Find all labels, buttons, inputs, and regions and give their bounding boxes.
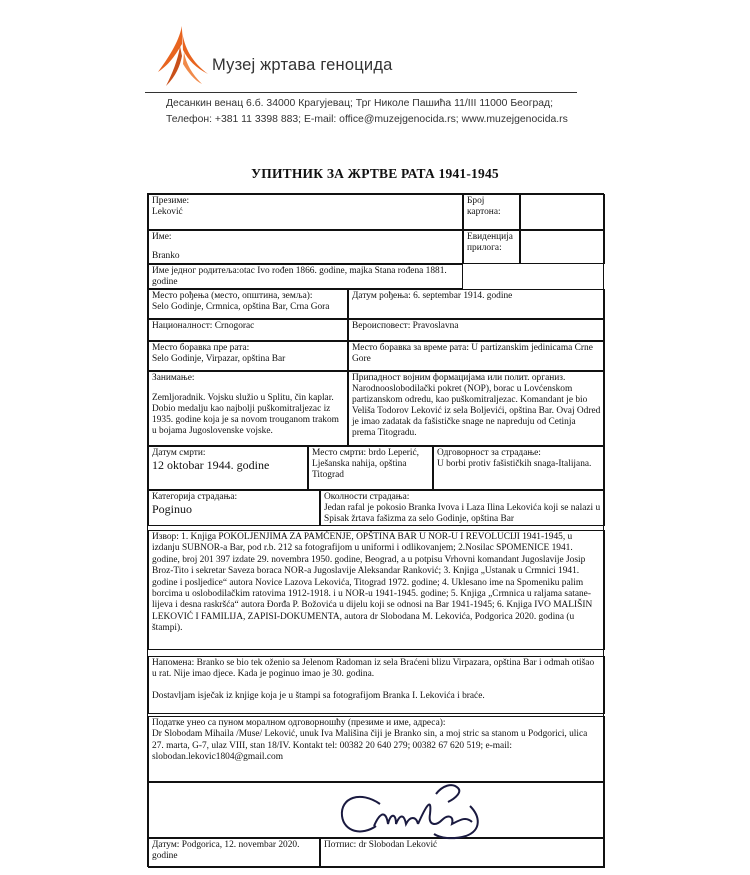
prewar-residence-field	[148, 341, 348, 371]
responsibility-label: Одговорност за страдање:	[437, 448, 541, 458]
surname-value: Leković	[152, 207, 183, 217]
surname-field	[148, 194, 463, 230]
source-field	[148, 530, 605, 650]
informant-value: Dr Slobodam Mihaila /Muse/ Leković, unuk Iva Mališina čiji je Branko sin, a moj stric sa stanom u Podgorici, ulica 27. marta, G-7, ulaz VIII, stan 18/IV. Kontakt tel: 00382 20 640 279; 00382 67 620 519; e-mail: slobodan.lekovic1804@gmail.com	[152, 729, 588, 763]
birthdate-label: Датум рођења:	[352, 291, 411, 301]
death-date-value: 12 oktobar 1944. godine	[152, 458, 270, 472]
death-place-label: Место смрти:	[312, 448, 367, 458]
card-number-label-cell	[463, 194, 520, 230]
category-label: Категорија страдања:	[152, 492, 238, 502]
source-value: 1. Knjiga POKOLJENJIMA ZA PAMĆENJE, OPŠTINA BAR U NOR-U I REVOLUCIJI 1941-1945, u izdanju SUBNOR-a Bar, pod r.b. 212 sa fotografijom u uniformi i odlikovanjem; 2.Nosilac SPOMENICE 1941. godine, broj 201 397 izdate 29. novembra 1950. godine, Beograd, a u potpisu Vrhovni komandant Jugoslavije Josip Broz-Tito i sekretar Saveza boraca NOR-a Jugoslavije Aleksandar Ranković; 3. Knjiga „Ustanak u Crmnici 1941. godine i posljedice“ autora Novice Lazova Lekovića, Titograd 1972. godine; 4. Uklesano ime na Spomeniku palim borcima u oslobodilačkim ratovima 1912-1918. i u NOR-u 1941-1945. godine; 5. Knjiga „Crmnica u raljama satane-lijeva i desna raskršća“ autora Đorđa P. Božovića u dijelu koji se odnosi na Bar 1941-1945; 6. Knjiga IVO MALIŠIN LEKOVIĆ I FAMILIJA, ZAPISI-DOKUMENTA, autora dr Slobodana M. Lekovića, Podgorica 2020. godina (u štampi).	[152, 532, 593, 634]
occupation-value: Zemljoradnik. Vojsku služio u Splitu, čin kaplar. Dobio medalju kao najbolji puškomitraljezac iz 1935. godine koja je sa novom trouganom trakom u bojama Jugoslovenske vojske.	[152, 393, 339, 436]
nationality-label: Националност:	[152, 321, 213, 331]
religion-value: Pravoslavna	[412, 321, 459, 331]
birthplace-value: Selo Godinje, Crmnica, opština Bar, Crna Gora	[152, 302, 330, 312]
museum-logo-icon	[152, 24, 214, 90]
record-label: Евиденција прилога:	[467, 232, 513, 253]
note-value: Branko se bio tek oženio sa Jelenom Radoman iz sela Braćeni blizu Virpazara, opština Bar i odmah otišao u rat. Nije imao djece. Kada je poginuo imao je 30. godina.	[152, 658, 595, 680]
source-label: Извор:	[152, 532, 179, 542]
category-value: Poginuo	[152, 502, 193, 516]
handwritten-signature-icon	[190, 776, 490, 848]
death-place-field	[308, 446, 433, 490]
religion-label: Вероисповест:	[352, 321, 411, 331]
category-field	[148, 490, 320, 526]
occupation-field	[148, 371, 348, 446]
responsibility-value: U borbi protiv fašističkih snaga-Italijana.	[437, 459, 592, 469]
note-value-2: Dostavljam isječak iz knjige koja je u štampi sa fotografijom Branka I. Lekovića i braće.	[152, 690, 485, 701]
museum-name: Музеј жртава геноцида	[212, 56, 393, 74]
questionnaire-form	[147, 193, 604, 867]
affiliation-value: Narodnooslobodilački pokret (NOP), borac u Lovćenskom partizanskom odredu, kao puškomitraljezac. Komandant je bio Veliša Todorov Leković iz sela Boljevići, opština Bar. Ovaj Odred je imao zadatak da fašističke snage ne napreduju od Cetinja prema Titogradu.	[352, 384, 601, 438]
card-number-label: Број картона:	[467, 196, 501, 217]
affiliation-label: Припадност војним формацијама или полит. организ.	[352, 373, 566, 383]
signer-label: Потпис:	[324, 840, 357, 850]
parent-value: otac Ivo rođen 1866. godine, majka Stana rođena 1881. godine	[152, 266, 447, 287]
death-date-field	[148, 446, 308, 490]
name-field	[148, 230, 463, 264]
responsibility-field	[433, 446, 605, 490]
birthplace-field	[148, 289, 348, 319]
death-date-label: Датум смрти:	[152, 448, 206, 458]
record-value-cell	[520, 230, 605, 264]
address-line-2: Телефон: +381 11 3398 883; E-mail: office@muzejgenocida.rs; www.muzejgenocida.rs	[166, 114, 568, 125]
parent-field	[148, 264, 463, 289]
war-residence-value: U partizanskim jedinicama Crne Gore	[352, 343, 593, 364]
affiliation-field	[348, 371, 605, 446]
nationality-field	[148, 319, 348, 341]
birthplace-label: Место рођења (место, општина, земља):	[152, 291, 313, 301]
parent-label: Име једног родитеља:	[152, 266, 240, 276]
record-label-cell	[463, 230, 520, 264]
nationality-value: Crnogorac	[214, 321, 255, 331]
date-value: Podgorica, 12. novembar 2020. godine	[152, 840, 300, 861]
note-label: Напомена:	[152, 658, 195, 668]
death-place-value: brdo Leperić, Lješanska nahija, opština Titograd	[312, 448, 419, 480]
war-residence-label: Место боравка за време рата:	[352, 343, 469, 353]
circumstances-field	[320, 490, 605, 526]
war-residence-field	[348, 341, 605, 371]
surname-label: Презиме:	[152, 196, 190, 206]
card-number-value-cell	[520, 194, 605, 230]
note-field	[148, 656, 605, 714]
document-title: УПИТНИК ЗА ЖРТВЕ РАТА 1941-1945	[251, 166, 499, 181]
name-value: Branko	[152, 251, 180, 261]
circumstances-label: Околности страдања:	[324, 492, 410, 502]
informant-field	[148, 716, 605, 782]
circumstances-value: Jedan rafal je pokosio Branka Ivova i Laza Ilina Lekovića koji se nalazi u Spisak žrtava fašizma za selo Godinje, opština Bar	[324, 503, 601, 524]
signer-value: dr Slobodan Leković	[358, 840, 438, 850]
address-line-1: Десанкин венац 6.б. 34000 Крагујевац; Трг Николе Пашића 11/III 11000 Београд;	[166, 98, 554, 109]
prewar-residence-value: Selo Godinje, Virpazar, opština Bar	[152, 354, 286, 364]
name-label: Име:	[152, 232, 172, 242]
header-divider	[145, 92, 577, 93]
date-label: Датум:	[152, 840, 180, 850]
religion-field	[348, 319, 605, 341]
informant-label: Податке унео са пуном моралном одговорношћу (презиме и име, адреса):	[152, 718, 446, 728]
prewar-residence-label: Место боравка пре рата:	[152, 343, 250, 353]
letterhead	[0, 0, 750, 140]
birthdate-value: 6. septembar 1914. godine	[413, 291, 513, 301]
birthdate-field	[348, 289, 605, 319]
occupation-label: Занимање:	[152, 373, 195, 383]
